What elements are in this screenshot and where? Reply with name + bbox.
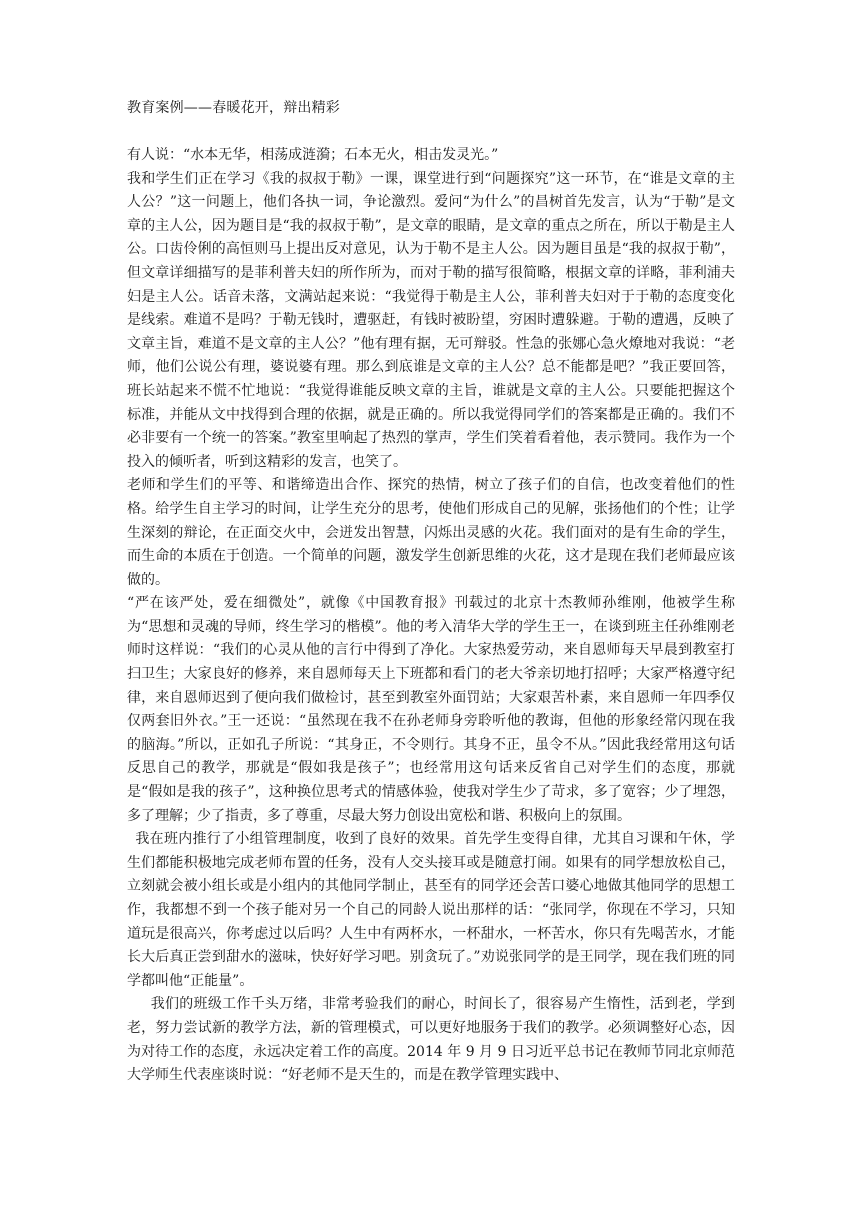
paragraph-class-debate: 我和学生们正在学习《我的叔叔于勒》一课，课堂进行到“问题探究”这一环节，在“谁是文章的主人公？”这一问题上，他们各执一词，争论激烈。爱问“为什么”的昌树首先发言，认为“于勒”是文章的主人公，因为题目是“我的叔叔于勒”，是文章的眼睛，是文章的重点之所在，所以于勒是主人公。口齿伶俐的高恒则马上提出反对意见，认为于勒不是主人公。因为题目虽是“我的叔叔于勒”，但文章详细描写的是菲利普夫妇的所作所为，而对于勒的描写很简略，根据文章的详略，菲利浦夫妇是主人公。话音未落，文满站起来说：“我觉得于勒是主人公，菲利普夫妇对于于勒的态度变化是线索。难道不是吗？于勒无钱时，遭驱赶，有钱时被盼望，穷困时遭躲避。于勒的遭遇，反映了文章主旨，难道不是文章的主人公？”他有理有据，无可辩驳。性急的张娜心急火燎地对我说：“老师，他们公说公有理，婆说婆有理。那么到底谁是文章的主人公？总不能都是吧？”我正要回答，班长站起来不慌不忙地说：“我觉得谁能反映文章的主旨，谁就是文章的主人公。只要能把握这个标准，并能从文中找得到合理的依据，就是正确的。所以我觉得同学们的答案都是正确的。我们不必非要有一个统一的答案。”教室里响起了热烈的掌声，学生们笑着看着他，表示赞同。我作为一个投入的倾听者，听到这精彩的发言，也笑了。 [127, 170, 735, 470]
paragraph-reflection: 老师和学生们的平等、和谐缔造出合作、探究的热情，树立了孩子们的自信，也改变着他们的性格。给学生自主学习的时间，让学生充分的思考，使他们形成自己的见解，张扬他们的个性；让学生深刻的辩论，在正面交火中，会迸发出智慧，闪烁出灵感的火花。我们面对的是有生命的学生，而生命的本质在于创造。一个简单的问题，激发学生创新思维的火花，这才是现在我们老师最应该做的。 [127, 477, 735, 588]
paragraph-quote: 有人说：“水本无华，相荡成涟漪；石本无火，相击发灵光。” [127, 147, 499, 163]
document-page [127, 96, 735, 1088]
paragraph-group-management: 我在班内推行了小组管理制度，收到了良好的效果。首先学生变得自律，尤其自习课和午休，学生们都能积极地完成老师布置的任务，没有人交头接耳或是随意打闹。如果有的同学想放松自己，立刻就会被小组长或是小组内的其他同学制止，甚至有的同学还会苦口婆心地做其他同学的思想工作，我都想不到一个孩子能对另一个自己的同龄人说出那样的话：“张同学，你现在不学习，只知道玩是很高兴，你考虑过以后吗？人生中有两杯水，一杯甜水，一杯苦水，你只有先喝苦水，才能长大后真正尝到甜水的滋味，快好好学习吧。别贪玩了。”劝说张同学的是王同学，现在我们班的同学都叫他“正能量”。 [127, 831, 735, 989]
paragraph-class-work: 我们的班级工作千头万绪，非常考验我们的耐心，时间长了，很容易产生惰性，活到老，学到老，努力尝试新的教学方法，新的管理模式，可以更好地服务于我们的教学。必须调整好心态，因为对待工作的态度，永远决定着工作的高度。2014 年 9 月 9 日习近平总书记在教师节同北京师范大学师生代表座谈时说：“好老师不是天生的，而是在教学管理实践中、 [127, 996, 735, 1084]
document-title: 教育案例——春暖花开，辩出精彩 [127, 100, 340, 116]
paragraph-sun-weigang: “严在该严处，爱在细微处”，就像《中国教育报》刊载过的北京十杰教师孙维刚，他被学生称为“思想和灵魂的导师，终生学习的楷模”。他的考入清华大学的学生王一，在谈到班主任孙维刚老师时这样说：“我们的心灵从他的言行中得到了净化。大家热爱劳动，来自恩师每天早晨到教室打扫卫生；大家良好的修养，来自恩师每天上下班都和看门的老大爷亲切地打招呼；大家严格遵守纪律，来自恩师迟到了便向我们做检讨，甚至到教室外面罚站；大家艰苦朴素，来自恩师一年四季仅仅两套旧外衣。”王一还说：“虽然现在我不在孙老师身旁聆听他的教诲，但他的形象经常闪现在我的脑海。”所以，正如孔子所说：“其身正，不令则行。其身不正，虽令不从。”因此我经常用这句话反思自己的教学，那就是“假如我是孩子”；也经常用这句话来反省自己对学生们的态度，那就是“假如是我的孩子”，这种换位思考式的情感体验，使我对学生少了苛求，多了宽容；少了埋怨，多了理解；少了指责，多了尊重，尽最大努力创设出宽松和谐、积极向上的氛围。 [127, 595, 735, 824]
